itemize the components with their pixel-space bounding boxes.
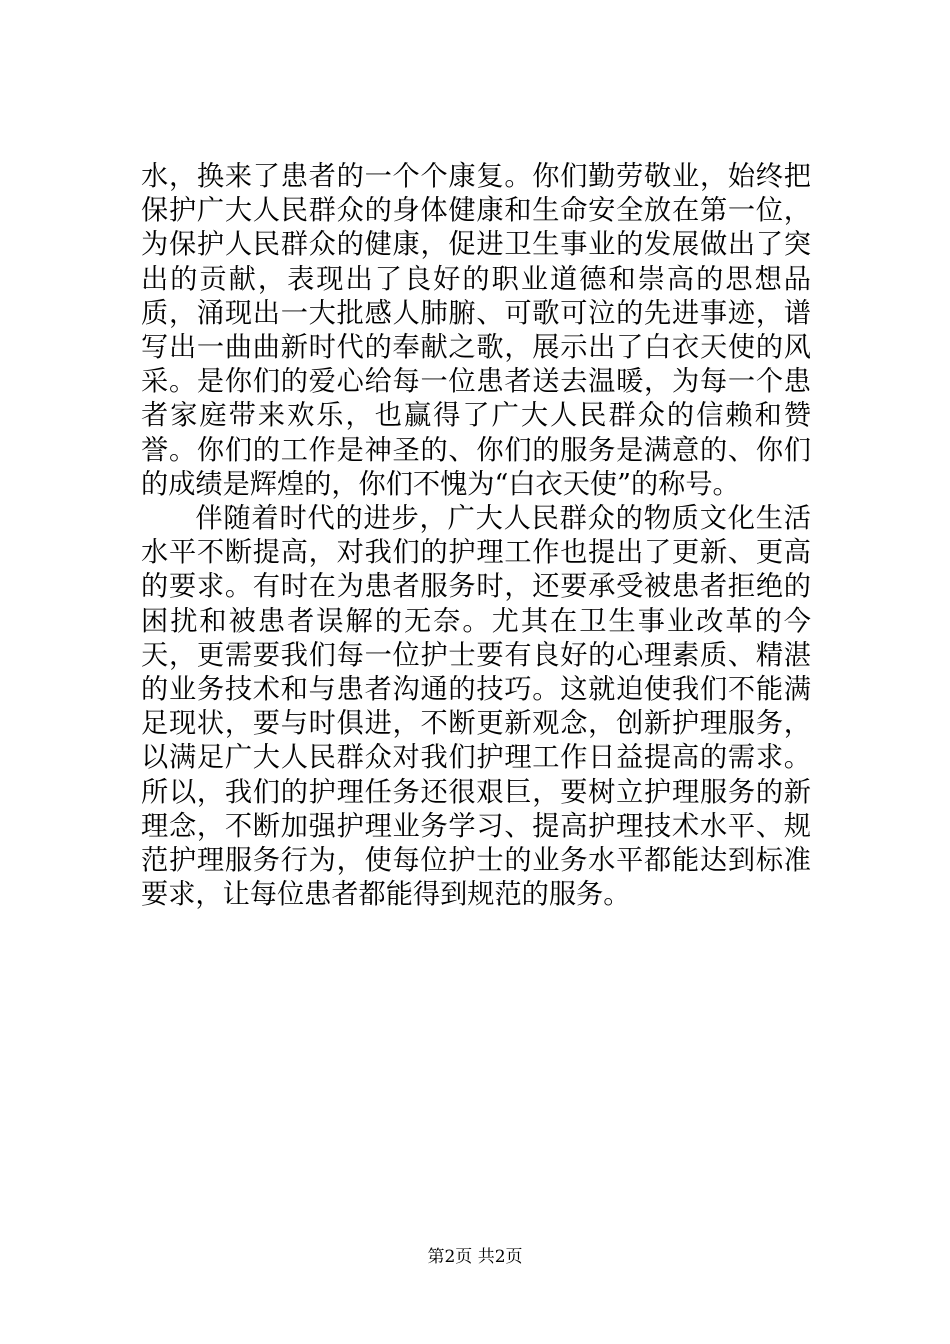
paragraph-continued: 水，换来了患者的一个个康复。你们勤劳敬业，始终把保护广大人民群众的身体健康和生命安全放在第一位，为保护人民群众的健康，促进卫生事业的发展做出了突出的贡献，表现出了良好的职业道德和崇高的思想品质，涌现出一大批感人肺腑、可歌可泣的先进事迹，谱写出一曲曲新时代的奉献之歌，展示出了白衣天使的风采。是你们的爱心给每一位患者送去温暖，为每一个患者家庭带来欢乐，也赢得了广大人民群众的信赖和赞誉。你们的工作是神圣的、你们的服务是满意的、你们的成绩是辉煌的，你们不愧为“白衣天使”的称号。 xyxy=(141,161,811,500)
document-body xyxy=(141,160,811,912)
paragraph-nursing-requirements: 伴随着时代的进步，广大人民群众的物质文化生活水平不断提高，对我们的护理工作也提出了更新、更高的要求。有时在为患者服务时，还要承受被患者拒绝的困扰和被患者误解的无奈。尤其在卫生事业改革的今天，更需要我们每一位护士要有良好的心理素质、精湛的业务技术和与患者沟通的技巧。这就迫使我们不能满足现状，要与时俱进，不断更新观念，创新护理服务，以满足广大人民群众对我们护理工作日益提高的需求。所以，我们的护理任务还很艰巨，要树立护理服务的新理念，不断加强护理业务学习、提高护理技术水平、规范护理服务行为，使每位护士的业务水平都能达到标准要求，让每位患者都能得到规范的服务。 xyxy=(141,503,811,911)
page-footer: 第2页 共2页 xyxy=(427,1247,523,1267)
